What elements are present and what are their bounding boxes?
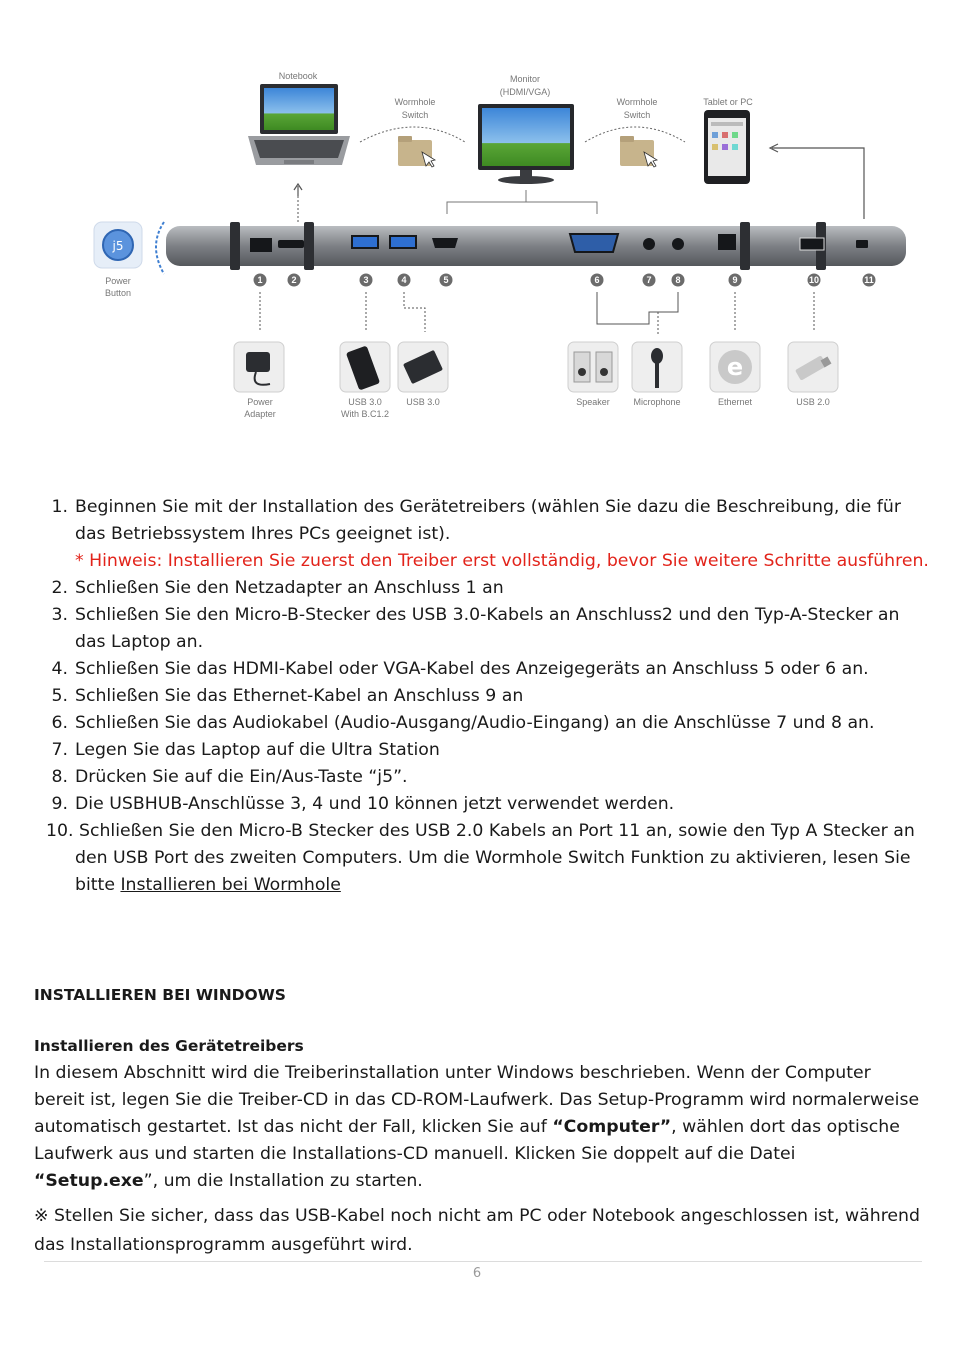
port-number: 7 (646, 275, 652, 285)
list-item (34, 575, 934, 602)
installation-paragraph: In diesem Abschnitt wird die Treiberinstallation unter Windows beschrieben. Wenn der Computer bereit ist, legen Sie die Treiber-CD in das CD-ROM-Laufwerk. Das Setup-Programm wird normalerweise automatisch gestartet. Ist das nicht der Fall, klicken Sie auf “Computer”, wählen dort das optische Laufwerk aus und starten die Installations-CD manuell. Klicken Sie doppelt auf die Datei “Setup.exe”, um die Installation zu starten. (34, 1063, 920, 1191)
power-button-icon (94, 222, 142, 268)
monitor-label-1: Monitor (509, 74, 541, 84)
power-glyph: j5 (112, 239, 124, 253)
wormhole-right-label-1: Wormhole (616, 97, 658, 107)
power-adapter-label-2: Adapter (244, 409, 276, 419)
subheading: Installieren des Gerätetreibers (34, 1037, 304, 1055)
port-number: 6 (594, 275, 600, 285)
microphone-label: Microphone (633, 397, 681, 407)
docking-station-bar (166, 222, 906, 270)
monitor-label-2: (HDMI/VGA) (499, 87, 551, 97)
step-text: Drücken Sie auf die Ein/Aus-Taste “j5”. (75, 767, 408, 787)
step-text: Legen Sie das Laptop auf die Ultra Station (75, 740, 440, 760)
port-number: 8 (675, 275, 681, 285)
list-item (34, 764, 934, 791)
step-text: Schließen Sie den Micro-B-Stecker des USB 3.0-Kabels an Anschluss2 und den Typ-A-Stecker an das Laptop an. (75, 605, 900, 652)
speaker-icon (568, 342, 618, 392)
power-button-label-2: Button (104, 288, 132, 298)
usb30-bc-label-2: With B.C1.2 (340, 409, 390, 419)
microphone-icon (632, 342, 682, 392)
ethernet-icon (710, 342, 760, 392)
notebook-label: Notebook (278, 71, 318, 81)
list-number: 2. (51, 578, 68, 598)
driver-hint-note: * Hinweis: Installieren Sie zuerst den Treiber erst vollständig, bevor Sie weitere Schritte ausführen. (75, 551, 929, 571)
port-number: 1 (257, 275, 263, 285)
usb20-label: USB 2.0 (796, 397, 830, 407)
list-number: 9. (51, 794, 68, 814)
list-item (34, 737, 934, 764)
list-item (34, 602, 934, 656)
list-number: 4. (51, 659, 68, 679)
list-number: 3. (51, 605, 68, 625)
step-text: Schließen Sie das Audiokabel (Audio-Ausgang/Audio-Eingang) an die Anschlüsse 7 und 8 an. (75, 713, 875, 733)
port-number: 11 (864, 275, 874, 285)
wormhole-left-label-2: Switch (401, 110, 429, 120)
list-item (34, 818, 934, 899)
power-adapter-label-1: Power (247, 397, 273, 407)
wormhole-right-label-2: Switch (623, 110, 651, 120)
port-number: 4 (401, 275, 407, 285)
power-button-label-1: Power (105, 276, 131, 286)
port-number: 9 (732, 275, 738, 285)
port-number: 3 (363, 275, 369, 285)
tablet-icon (704, 110, 750, 184)
installation-steps (34, 494, 934, 899)
ethernet-label: Ethernet (717, 397, 753, 407)
step-text: Die USBHUB-Anschlüsse 3, 4 und 10 können jetzt verwendet werden. (75, 794, 675, 814)
tablet-label: Tablet or PC (703, 97, 753, 107)
usb30-label: USB 3.0 (406, 397, 440, 407)
port-number: 5 (443, 275, 449, 285)
list-item (34, 710, 934, 737)
step-text: Beginnen Sie mit der Installation des Gerätetreibers (wählen Sie dazu die Beschreibung, die für das Betriebssystem Ihres PCs geeignet ist). (75, 497, 901, 544)
svg-text:e: e (726, 353, 744, 381)
list-item (34, 683, 934, 710)
external-drive-icon (398, 342, 448, 392)
wormhole-install-link[interactable]: Installieren bei Wormhole (120, 875, 341, 895)
step-text: Schließen Sie das HDMI-Kabel oder VGA-Kabel des Anzeigegeräts an Anschluss 5 oder 6 an. (75, 659, 869, 679)
section-heading: INSTALLIEREN BEI WINDOWS (34, 986, 286, 1004)
footer-divider (44, 1261, 922, 1262)
step-text: Schließen Sie das Ethernet-Kabel an Anschluss 9 an (75, 686, 524, 706)
list-item (34, 656, 934, 683)
port-number: 2 (291, 275, 297, 285)
folder-icon (398, 136, 435, 167)
port-number: 10 (808, 275, 820, 285)
wormhole-left-label-1: Wormhole (394, 97, 436, 107)
list-item (34, 494, 934, 575)
folder-icon (620, 136, 657, 167)
notebook-icon (248, 84, 350, 165)
docking-station-diagram (80, 62, 920, 442)
step-text: Schließen Sie den Netzadapter an Anschluss 1 an (75, 578, 504, 598)
usb30-bc-label-1: USB 3.0 (348, 397, 382, 407)
smartphone-icon (340, 342, 390, 392)
list-number: 10. (46, 821, 74, 841)
speaker-label: Speaker (576, 397, 610, 407)
monitor-icon (478, 104, 574, 184)
power-adapter-icon (234, 342, 284, 392)
list-number: 5. (51, 686, 68, 706)
list-number: 8. (51, 767, 68, 787)
list-number: 1. (51, 497, 68, 517)
page-number: 6 (472, 1266, 482, 1281)
list-number: 7. (51, 740, 68, 760)
warning-note: ※ Stellen Sie sicher, dass das USB-Kabel noch nicht am PC oder Notebook angeschlossen ist, während das Installationsprogramm ausgeführt wird. (34, 1206, 920, 1255)
step-text: Schließen Sie den Micro-B Stecker des USB 2.0 Kabels an Port 11 an, sowie den Typ A Stecker an den USB Port des zweiten Computers. Um die Wormhole Switch Funktion zu aktivieren, lesen Sie bitte (75, 821, 915, 895)
usb-stick-icon (788, 342, 838, 392)
port-numbers (254, 274, 876, 287)
list-number: 6. (51, 713, 68, 733)
list-item (34, 791, 934, 818)
